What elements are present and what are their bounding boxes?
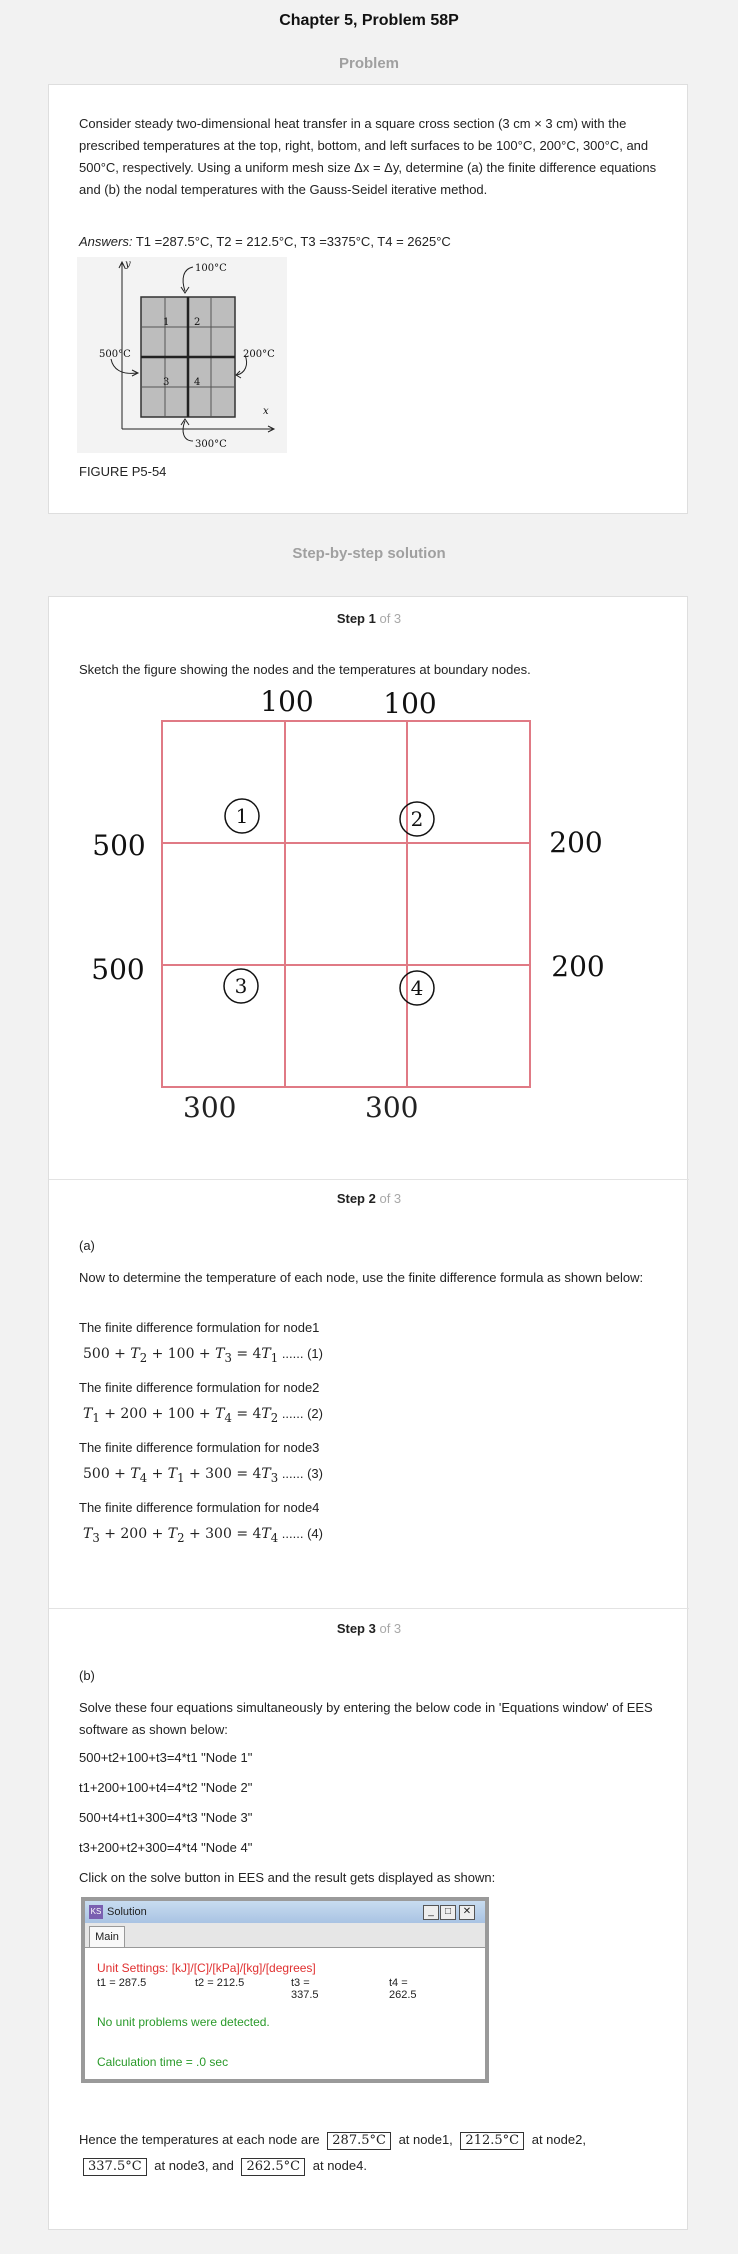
- step-2-part: (a): [79, 1238, 95, 1253]
- sketch-right-1: 200: [549, 826, 603, 859]
- step-3-part: (b): [79, 1668, 95, 1683]
- formulation-label-1: The finite difference formulation for node1: [79, 1320, 320, 1335]
- ees-solution-window: [81, 1897, 489, 2083]
- sketch-top-1: 100: [260, 685, 314, 718]
- conclusion-prefix: Hence the temperatures at each node are: [79, 2132, 320, 2147]
- formulation-label-2: The finite difference formulation for node2: [79, 1380, 320, 1395]
- ees-body: [97, 1961, 417, 2069]
- at-node3: at node3, and: [154, 2158, 234, 2173]
- result-t1: t1 = 287.5: [97, 1977, 147, 1989]
- figure-caption: FIGURE P5-54: [79, 464, 167, 479]
- answers-line: [79, 231, 659, 253]
- minimize-button[interactable]: _: [423, 1905, 439, 1920]
- fig-axis-y: y: [125, 259, 131, 270]
- equation-1: $500 + T_2 + 100 + T_3 = 4T_1$ ...... (1): [83, 1346, 323, 1365]
- step-3-intro: Solve these four equations simultaneously by entering the below code in 'Equations window' of EES software as shown below:: [79, 1700, 653, 1737]
- answer-t1: 287.5°C: [327, 2132, 391, 2150]
- sketch-right-2: 200: [551, 950, 605, 983]
- equation-4-number: ...... (4): [281, 1526, 323, 1541]
- answers-label: Answers:: [79, 234, 133, 249]
- equation-1-number: ...... (1): [281, 1346, 323, 1361]
- problem-heading: Problem: [338, 55, 399, 72]
- ees-tab-bar: [85, 1923, 485, 1948]
- fig-bottom-temp: 300°C: [195, 439, 227, 450]
- step-divider-1: [49, 1179, 689, 1180]
- ees-app-icon: KS: [89, 1905, 103, 1919]
- sketch-bottom-1: 300: [183, 1091, 237, 1124]
- fig-node-1: 1: [163, 317, 170, 328]
- sketch-bottom-2: 300: [365, 1091, 419, 1124]
- calc-time: Calculation time = .0 sec: [97, 2055, 229, 2069]
- conclusion: [79, 2127, 659, 2179]
- step-1-of: of 3: [379, 611, 402, 626]
- step-2-intro: Now to determine the temperature of each node, use the finite difference formula as shown below:: [79, 1270, 644, 1285]
- equation-2: $T_1 + 200 + 100 + T_4 = 4T_2$ ...... (2): [83, 1406, 323, 1425]
- fig-top-temp: 100°C: [195, 263, 227, 274]
- sketch-node-1: 1: [235, 804, 249, 828]
- fig-node-4: 4: [194, 377, 201, 388]
- step-2-heading: [49, 1191, 689, 1206]
- sketch-top-2: 100: [383, 687, 437, 720]
- answers-text: T1 =287.5°C, T2 = 212.5°C, T3 =3375°C, T4 = 2625°C: [135, 234, 451, 249]
- fig-node-3: 3: [163, 377, 170, 388]
- code-line-2: t1+200+100+t4=4*t2 "Node 2": [79, 1780, 253, 1795]
- no-unit-problems: No unit problems were detected.: [97, 2015, 270, 2029]
- equation-2-number: ...... (2): [281, 1406, 323, 1421]
- equation-3: $500 + T_4 + T_1 + 300 = 4T_3$ ...... (3): [83, 1466, 323, 1485]
- solution-heading: Step-by-step solution: [292, 545, 446, 562]
- at-node2: at node2,: [531, 2132, 586, 2147]
- problem-card: [48, 84, 688, 514]
- step-2-of: of 3: [379, 1191, 402, 1206]
- step-3-of: of 3: [379, 1621, 402, 1636]
- step-3-label: Step 3: [336, 1621, 376, 1636]
- maximize-button[interactable]: □: [440, 1905, 456, 1920]
- ees-window-title: Solution: [107, 1906, 147, 1918]
- fig-left-temp: 500°C: [99, 349, 131, 360]
- step-1-label: Step 1: [336, 611, 376, 626]
- code-line-1: 500+t2+100+t3=4*t1 "Node 1": [79, 1750, 253, 1765]
- result-t2: t2 = 212.5: [195, 1977, 245, 1989]
- tab-main[interactable]: Main: [89, 1926, 125, 1947]
- problem-text: Consider steady two-dimensional heat transfer in a square cross section (3 cm × 3 cm) with the prescribed temperatures at the top, right, bottom, and left surfaces to be 100°C, 200°C, 300°C, and 500°C, respectively. Using a uniform mesh size Δx = Δy, determine (a) the finite difference equations and (b) the nodal temperatures with the Gauss-Seidel iterative method.: [79, 116, 657, 197]
- solution-card: [48, 596, 688, 2230]
- solve-text: Click on the solve button in EES and the result gets displayed as shown:: [79, 1870, 496, 1885]
- equation-3-number: ...... (3): [281, 1466, 323, 1481]
- fig-right-temp: 200°C: [243, 349, 275, 360]
- code-line-4: t3+200+t2+300=4*t4 "Node 4": [79, 1840, 253, 1855]
- code-line-3: 500+t4+t1+300=4*t3 "Node 3": [79, 1810, 253, 1825]
- results-row: [97, 1977, 417, 2001]
- sketch-node-4: 4: [410, 976, 424, 1000]
- equation-4: $T_3 + 200 + T_2 + 300 = 4T_4$ ...... (4): [83, 1526, 323, 1545]
- formulation-label-4: The finite difference formulation for node4: [79, 1500, 320, 1515]
- unit-settings: Unit Settings: [kJ]/[C]/[kPa]/[kg]/[degrees]: [97, 1961, 316, 1975]
- result-t3: t3 = 337.5: [291, 1977, 319, 2001]
- answer-t4: 262.5°C: [241, 2158, 305, 2176]
- at-node1: at node1,: [398, 2132, 453, 2147]
- formulation-label-3: The finite difference formulation for node3: [79, 1440, 320, 1455]
- node-sketch: [67, 679, 657, 1099]
- close-button[interactable]: ✕: [459, 1905, 475, 1920]
- chapter-title: Chapter 5, Problem 58P: [279, 12, 459, 29]
- sketch-left-2: 500: [91, 953, 145, 986]
- step-3-heading: [49, 1621, 689, 1636]
- sketch-left-1: 500: [92, 829, 146, 862]
- step-1-text: Sketch the figure showing the nodes and the temperatures at boundary nodes.: [79, 662, 531, 677]
- fig-node-2: 2: [194, 317, 201, 328]
- sketch-node-3: 3: [234, 974, 248, 998]
- step-1-heading: [49, 611, 689, 626]
- problem-figure: [77, 257, 287, 453]
- step-2-label: Step 2: [336, 1191, 376, 1206]
- sketch-node-2: 2: [410, 807, 424, 831]
- step-divider-2: [49, 1608, 689, 1609]
- answer-t3: 337.5°C: [83, 2158, 147, 2176]
- ees-title-bar: [85, 1901, 485, 1923]
- answer-t2: 212.5°C: [460, 2132, 524, 2150]
- at-node4: at node4.: [312, 2158, 367, 2173]
- fig-axis-x: x: [263, 406, 269, 417]
- result-t4: t4 = 262.5: [389, 1977, 417, 2001]
